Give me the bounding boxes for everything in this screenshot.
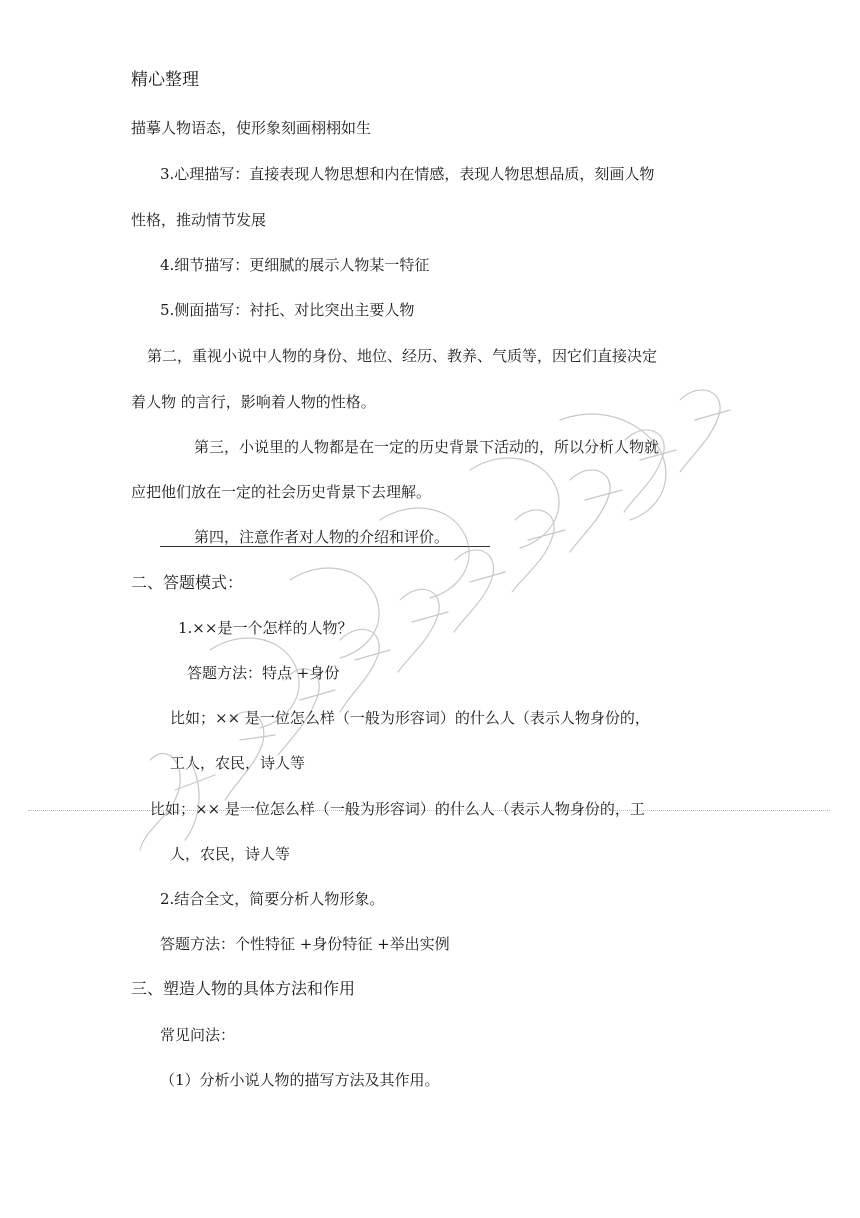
paragraph-line: 1.××是一个怎样的人物？ [178,619,353,637]
paragraph-line: 常见问法： [160,1026,236,1044]
paragraph-line: 2.结合全文，简要分析人物形象。 [160,890,385,908]
paragraph-line: 性格，推动情节发展 [131,211,267,229]
paragraph-line: 4.细节描写：更细腻的展示人物某一特征 [160,256,430,274]
paragraph-line: 5.侧面描写：衬托、对比突出主要人物 [160,301,415,319]
section-heading: 二、答题模式： [131,573,244,592]
paragraph-line: 比如；×× 是一位怎么样（一般为形容词）的什么人（表示人物身份的，工 [150,800,645,818]
paragraph-line: （1）分析小说人物的描写方法及其作用。 [160,1071,440,1089]
paragraph-line: 3.心理描写：直接表现人物思想和内在情感，表现人物思想品质，刻画人物 [160,165,655,183]
paragraph-line: 着人物 的言行，影响着人物的性格。 [131,393,376,411]
paragraph-line: 答题方法：特点 +身份 [187,664,340,682]
paragraph-line: 工人，农民，诗人等 [170,754,306,772]
paragraph-line: 人，农民，诗人等 [170,845,291,863]
paragraph-line-underlined: 第四，注意作者对人物的介绍和评价。 [194,528,450,546]
paragraph-line: 答题方法：个性特征 +身份特征 +举出实例 [160,935,450,953]
paragraph-line: 应把他们放在一定的社会历史背景下去理解。 [131,483,432,501]
paragraph-line: 比如；×× 是一位怎么样（一般为形容词）的什么人（表示人物身份的， [170,709,650,727]
page-header-title: 精心整理 [131,70,199,90]
paragraph-line: 第二，重视小说中人物的身份、地位、经历、教养、气质等，因它们直接决定 [147,347,658,365]
paragraph-line: 第三，小说里的人物都是在一定的历史背景下活动的，所以分析人物就 [194,438,660,456]
paragraph-line: 描摹人物语态，使形象刻画栩栩如生 [131,119,372,137]
section-heading: 三、塑造人物的具体方法和作用 [131,979,356,998]
